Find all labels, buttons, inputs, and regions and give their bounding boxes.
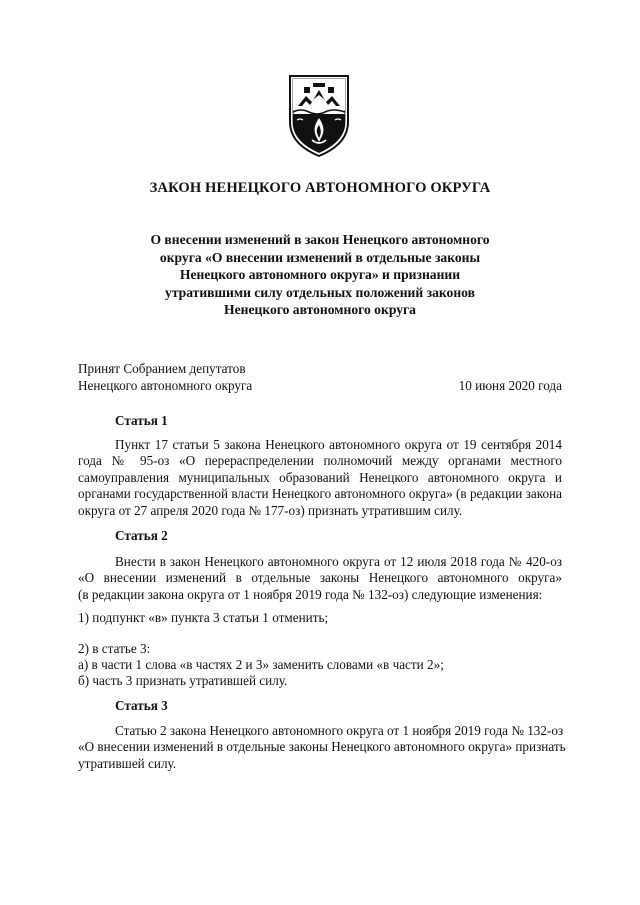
text-line: «О внесении изменений в отдельные законы Ненецкого автономного округа» признать bbox=[78, 739, 566, 755]
document-subtitle bbox=[100, 231, 540, 319]
subtitle-line: Ненецкого автономного округа» и признании bbox=[179, 267, 461, 282]
article-1-heading: Статья 1 bbox=[115, 413, 168, 428]
article-2-item: 1) подпункт «в» пункта 3 статьи 1 отменить; bbox=[78, 610, 329, 625]
article-2-heading: Статья 2 bbox=[115, 528, 168, 543]
subtitle-line: утратившими силу отдельных положений законов bbox=[165, 284, 475, 300]
adoption-authority bbox=[78, 360, 252, 394]
article-2-item: 2) в статье 3: bbox=[78, 641, 151, 656]
article-2-item: б) часть 3 признать утратившей силу. bbox=[78, 673, 288, 688]
text-line: Внести в закон Ненецкого автономного округа от 12 июля 2018 года № 420-оз bbox=[115, 554, 562, 569]
document-title: ЗАКОН НЕНЕЦКОГО АВТОНОМНОГО ОКРУГА bbox=[149, 180, 491, 196]
subtitle-line: Ненецкого автономного округа bbox=[224, 302, 416, 317]
coat-of-arms-emblem bbox=[284, 70, 354, 158]
article-2-text bbox=[78, 554, 562, 603]
article-1-text bbox=[78, 437, 562, 519]
article-3-text bbox=[78, 723, 566, 772]
adoption-date: 10 июня 2020 года bbox=[458, 378, 562, 393]
text-line: округа от 27 апреля 2020 года № 177-оз) признать утратившим силу. bbox=[78, 502, 463, 518]
subtitle-line: округа «О внесении изменений в отдельные законы bbox=[159, 249, 481, 265]
subtitle-line: О внесении изменений в закон Ненецкого автономного bbox=[150, 232, 490, 247]
text-line: Пункт 17 статьи 5 закона Ненецкого автономного округа от 19 сентября 2014 bbox=[115, 437, 562, 452]
text-line: года № 95-оз «О перераспределении полномочий между органами местного bbox=[78, 453, 562, 469]
article-3-heading: Статья 3 bbox=[115, 698, 168, 713]
article-2-item: а) в части 1 слова «в частях 2 и 3» заменить словами «в части 2»; bbox=[78, 657, 444, 672]
adoption-line: Ненецкого автономного округа bbox=[78, 378, 253, 393]
text-line: (в редакции закона округа от 1 ноября 2019 года № 132-оз) следующие изменения: bbox=[78, 586, 543, 602]
text-line: органами государственной власти Ненецкого автономного округа» (в редакции закона bbox=[78, 486, 562, 502]
text-line: Статью 2 закона Ненецкого автономного округа от 1 ноября 2019 года № 132-оз bbox=[115, 723, 564, 738]
adoption-line: Принят Собранием депутатов bbox=[78, 361, 246, 376]
text-line: «О внесении изменений в отдельные законы Ненецкого автономного округа» bbox=[78, 570, 562, 586]
text-line: утратившей силу. bbox=[78, 755, 177, 771]
text-line: самоуправления муниципальных образований Ненецкого автономного округа и bbox=[78, 469, 562, 485]
